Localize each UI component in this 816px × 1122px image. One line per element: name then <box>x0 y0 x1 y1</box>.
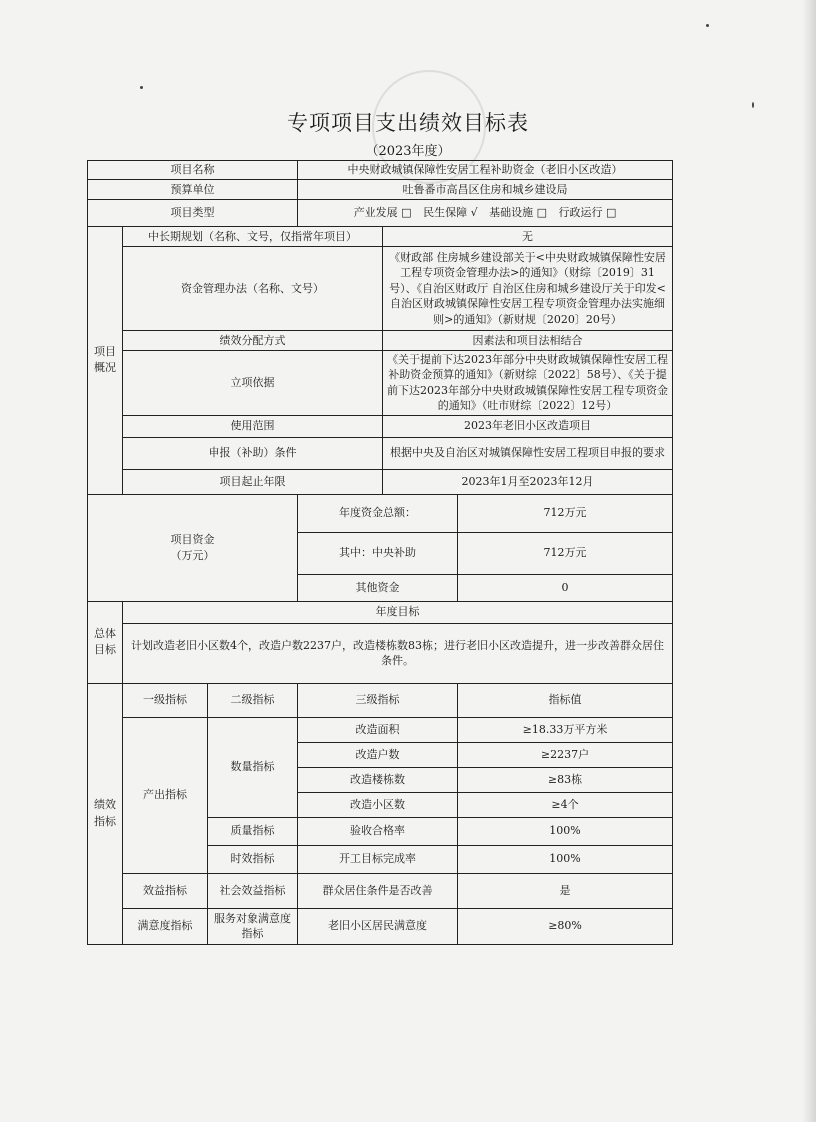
goal-text: 计划改造老旧小区数4个，改造户数2237户，改造楼栋数83栋；进行老旧小区改造提升，进一步改善群众居住条件。 <box>123 623 673 683</box>
row-project-type <box>88 200 673 227</box>
overview-label: 中长期规划（名称、文号，仅指常年项目） <box>123 227 383 247</box>
funds-label-line2: （万元） <box>170 548 215 562</box>
overview-label: 使用范围 <box>123 415 383 437</box>
fund-row-label: 年度资金总额： <box>298 494 458 532</box>
row-indicator <box>88 717 673 742</box>
overview-label: 绩效分配方式 <box>123 331 383 351</box>
project-type-option: 产业发展 □ <box>353 206 412 220</box>
fund-row-value: 712万元 <box>458 494 673 532</box>
fund-row-value: 0 <box>458 574 673 601</box>
output-indicator-label: 产出指标 <box>123 717 208 873</box>
indicator-value: 100% <box>458 817 673 845</box>
goal-section-label: 总体目标 <box>88 601 123 683</box>
indicator-value: ≥2237户 <box>458 742 673 767</box>
row-mid-long-plan <box>88 227 673 247</box>
overview-value: 因素法和项目法相结合 <box>383 331 673 351</box>
indicator-value: ≥18.33万平方米 <box>458 717 673 742</box>
row-indicator <box>88 908 673 944</box>
scan-speck <box>140 86 143 89</box>
indicator-value: 100% <box>458 845 673 873</box>
row-goal-text <box>88 623 673 683</box>
overview-value: 《关于提前下达2023年部分中央财政城镇保障性安居工程补助资金预算的通知》（新财综〔2022〕58号）、《关于提前下达2023年部分中央财政城镇保障性安居工程专项资金的通知》（吐市财综〔2022〕12号） <box>383 351 673 416</box>
row-conditions <box>88 437 673 469</box>
project-name-label: 项目名称 <box>88 161 298 180</box>
indicator-header: 一级指标 <box>123 683 208 717</box>
overview-label: 立项依据 <box>123 351 383 416</box>
indicator-name: 群众居住条件是否改善 <box>298 873 458 908</box>
overview-value: 《财政部 住房城乡建设部关于<中央财政城镇保障性安居工程专项资金管理办法>的通知》（财综〔2019〕31号）、《自治区财政厅 自治区住房和城乡建设厅关于印发<自治区财政城镇保障性安居工程专项资金管理办法实施细则>的通知》（新财规〔2020〕20号） <box>383 247 673 331</box>
service-satisfaction-label: 服务对象满意度指标 <box>208 908 298 944</box>
project-type-option: 基础设施 □ <box>489 206 547 220</box>
indicator-header: 指标值 <box>458 683 673 717</box>
satisfaction-indicator-label: 满意度指标 <box>123 908 208 944</box>
project-type-options <box>298 200 673 227</box>
project-type-label: 项目类型 <box>88 200 298 227</box>
indicator-value: 是 <box>458 873 673 908</box>
row-allocation-method <box>88 331 673 351</box>
performance-target-table <box>87 160 673 945</box>
indicator-name: 改造面积 <box>298 717 458 742</box>
indicator-name: 改造小区数 <box>298 792 458 817</box>
overview-value: 无 <box>383 227 673 247</box>
indicator-name: 改造户数 <box>298 742 458 767</box>
scan-edge-shadow <box>802 0 816 1122</box>
overview-value: 根据中央及自治区对城镇保障性安居工程项目申报的要求 <box>383 437 673 469</box>
project-type-option: 行政运行 □ <box>558 206 617 220</box>
indicator-value: ≥4个 <box>458 792 673 817</box>
row-fund-management <box>88 247 673 331</box>
project-type-option: 民生保障 √ <box>423 206 478 220</box>
indicator-name: 改造楼栋数 <box>298 767 458 792</box>
timeliness-indicator-label: 时效指标 <box>208 845 298 873</box>
row-indicator-headers <box>88 683 673 717</box>
funds-label-line1: 项目资金 <box>170 533 215 547</box>
quality-indicator-label: 质量指标 <box>208 817 298 845</box>
indicator-header: 三级指标 <box>298 683 458 717</box>
row-fund-total <box>88 494 673 532</box>
overview-value: 2023年1月至2023年12月 <box>383 469 673 494</box>
project-name-value: 中央财政城镇保障性安居工程补助资金（老旧小区改造） <box>298 161 673 180</box>
overview-label: 项目起止年限 <box>123 469 383 494</box>
scan-speck <box>706 24 709 27</box>
indicator-name: 老旧小区居民满意度 <box>298 908 458 944</box>
row-project-name <box>88 161 673 180</box>
row-basis <box>88 351 673 416</box>
row-goal-header <box>88 601 673 623</box>
overview-section-label: 项目概况 <box>88 227 123 495</box>
quantity-indicator-label: 数量指标 <box>208 717 298 817</box>
row-budget-unit <box>88 180 673 200</box>
fund-row-label: 其他资金 <box>298 574 458 601</box>
indicator-value: ≥80% <box>458 908 673 944</box>
indicator-name: 验收合格率 <box>298 817 458 845</box>
budget-unit-value: 吐鲁番市高昌区住房和城乡建设局 <box>298 180 673 200</box>
overview-label: 资金管理办法（名称、文号） <box>123 247 383 331</box>
row-period <box>88 469 673 494</box>
year-subtitle: （2023年度） <box>365 144 451 159</box>
funds-label <box>88 494 298 601</box>
page-title: 专项项目支出绩效目标表 <box>287 111 529 135</box>
fund-row-label: 其中：中央补助 <box>298 532 458 574</box>
indicators-section-label: 绩效指标 <box>88 683 123 944</box>
indicator-name: 开工目标完成率 <box>298 845 458 873</box>
social-indicator-label: 社会效益指标 <box>208 873 298 908</box>
budget-unit-label: 预算单位 <box>88 180 298 200</box>
benefit-indicator-label: 效益指标 <box>123 873 208 908</box>
indicator-header: 二级指标 <box>208 683 298 717</box>
fund-row-value: 712万元 <box>458 532 673 574</box>
indicator-value: ≥83栋 <box>458 767 673 792</box>
goal-header: 年度目标 <box>123 601 673 623</box>
row-scope <box>88 415 673 437</box>
row-indicator <box>88 873 673 908</box>
overview-label: 申报（补助）条件 <box>123 437 383 469</box>
overview-value: 2023年老旧小区改造项目 <box>383 415 673 437</box>
